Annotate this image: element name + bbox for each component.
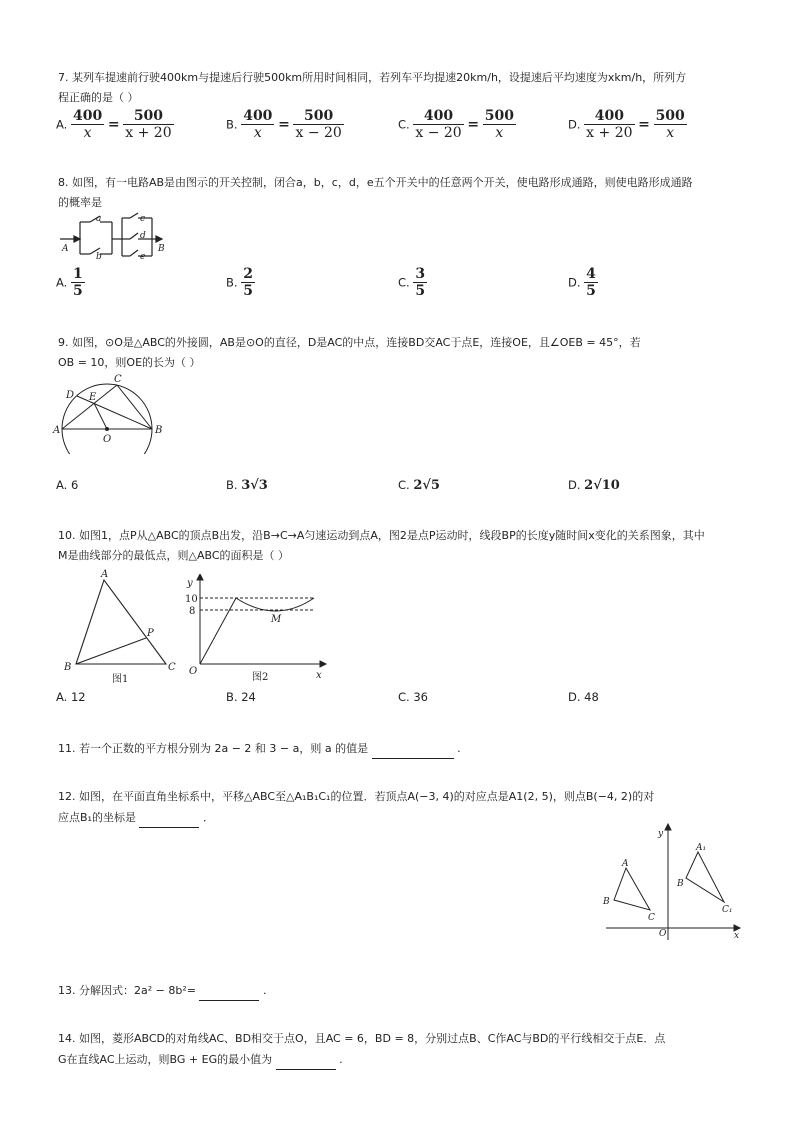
fraction-numerator: 500: [484, 108, 514, 124]
q8-circuit-diagram: [58, 212, 168, 260]
option-label: C.: [398, 478, 410, 492]
fraction-numerator: 400: [243, 108, 273, 124]
fraction-denominator: x: [654, 124, 687, 141]
option-value: 2√5: [413, 478, 440, 493]
option-label: D.: [568, 690, 581, 704]
q9-option-a[interactable]: [56, 478, 78, 492]
fraction-denominator: x: [483, 124, 516, 141]
fraction-denominator: x − 20: [295, 125, 342, 141]
option-label: C.: [398, 117, 410, 132]
option-value: 36: [413, 690, 428, 704]
option-value: 24: [241, 690, 256, 704]
switch-c-label: c: [140, 214, 146, 224]
q11-end: .: [457, 742, 461, 755]
fraction-denominator: 5: [586, 283, 596, 299]
q8-option-c[interactable]: [398, 266, 427, 299]
q7-option-b[interactable]: [226, 108, 344, 141]
q9-option-b[interactable]: [226, 478, 268, 493]
fraction-numerator: 400: [72, 108, 103, 124]
q12-stem-line2: 应点B₁的坐标是: [58, 811, 136, 824]
q8-option-a[interactable]: [56, 266, 85, 299]
option-value: 3√3: [241, 478, 268, 493]
fraction-numerator: 400: [423, 108, 454, 124]
q14-line2: [58, 1049, 758, 1070]
q9-circle-figure: [52, 372, 176, 454]
fraction-numerator: 4: [586, 266, 596, 282]
fig1-point-a: A: [101, 569, 109, 580]
q14-stem-line2: G在直线AC上运动，则BG + EG的最小值为: [58, 1053, 273, 1066]
option-label: B.: [226, 117, 238, 132]
fraction-numerator: 2: [243, 266, 253, 282]
q7-stem-line1: 7. 某列车提速前行驶400km与提速后行驶500km所用时间相同，若列车平均提速20km/h，设提速后平均速度为xkm/h，所列方: [58, 71, 687, 84]
option-label: B.: [226, 478, 238, 492]
option-value: 48: [584, 690, 599, 704]
switch-d-label: d: [140, 231, 146, 241]
q7-option-d[interactable]: [568, 108, 687, 141]
switch-e-label: e: [140, 252, 146, 260]
fraction-numerator: 500: [304, 108, 334, 124]
fig2-caption: 图2: [252, 672, 269, 683]
option-label: A.: [56, 275, 68, 290]
q12-point-b1: B: [677, 879, 684, 889]
option-label: D.: [568, 117, 581, 132]
fig1-caption: 图1: [112, 674, 129, 685]
option-label: C.: [398, 275, 410, 290]
fig2-tick-10: 10: [185, 594, 198, 605]
switch-b-label: b: [96, 252, 102, 260]
circuit-label-b-end: B: [158, 244, 165, 254]
q8-stem-line1: 8. 如图，有一电路AB是由图示的开关控制，闭合a，b，c，d，e五个开关中的任意两个开关，使电路形成通路，则使电路形成通路: [58, 176, 693, 189]
q11-line: [58, 738, 758, 759]
point-e-label: E: [89, 392, 97, 403]
q12-coordinate-figure: [600, 822, 746, 944]
fig2-axis-x: x: [316, 670, 322, 681]
q10-stem-line2: M是曲线部分的最低点，则△ABC的面积是（ ）: [58, 549, 290, 562]
q12-axis-y: y: [658, 829, 664, 839]
q12-point-a1: A₁: [696, 843, 707, 853]
q12-point-c1: C₁: [722, 905, 733, 915]
circuit-label-a-end: A: [62, 244, 69, 254]
q12-point-c: C: [648, 913, 655, 923]
q11-stem: 11. 若一个正数的平方根分别为 2a − 2 和 3 − a，则 a 的值是: [58, 742, 369, 755]
equals-sign: =: [107, 116, 120, 133]
point-a-label: A: [53, 425, 61, 436]
option-label: A.: [56, 478, 68, 492]
switch-a-label: a: [96, 214, 102, 224]
fig1-point-p: P: [147, 628, 154, 639]
fraction-numerator: 500: [655, 108, 685, 124]
fig2-axis-y: y: [187, 578, 193, 589]
q13-stem: 13. 分解因式：2a² − 8b²=: [58, 984, 196, 997]
option-value: 6: [70, 478, 79, 492]
q9-stem-line1: 9. 如图，⊙O是△ABC的外接圆，AB是⊙O的直径，D是AC的中点，连接BD交AC于点E，连接OE，且∠OEB = 45°，若: [58, 336, 641, 349]
q9-option-d[interactable]: [568, 478, 620, 493]
option-label: A.: [56, 690, 68, 704]
q10-stem-line1: 10. 如图1，点P从△ABC的顶点B出发，沿B→C→A匀速运动到点A，图2是点P运动时，线段BP的长度y随时间x变化的关系图象，其中: [58, 529, 705, 542]
fraction-denominator: x: [241, 124, 274, 141]
q12-answer-blank[interactable]: [139, 807, 199, 828]
fraction-denominator: 5: [415, 283, 426, 299]
q10-figure-1: [60, 566, 180, 686]
q12-end: ．: [202, 811, 214, 824]
fraction-numerator: 1: [72, 266, 83, 282]
q8-stem-line2: 的概率是: [58, 196, 102, 209]
q11-answer-blank[interactable]: [372, 738, 454, 759]
fraction-denominator: x − 20: [415, 125, 462, 141]
q14-stem-line1: 14. 如图，菱形ABCD的对角线AC、BD相交于点O，且AC = 6，BD = 8，分别过点B、C作AC与BD的平行线相交于点E．点: [58, 1032, 666, 1045]
fraction-numerator: 3: [415, 266, 426, 282]
option-label: B.: [226, 275, 238, 290]
equals-sign: =: [638, 116, 650, 133]
fraction-numerator: 500: [133, 108, 164, 124]
point-b-label: B: [155, 425, 163, 436]
equals-sign: =: [278, 116, 290, 133]
q14-answer-blank[interactable]: [276, 1049, 336, 1070]
fig2-tick-8: 8: [189, 606, 196, 617]
fig1-point-c: C: [168, 662, 176, 673]
q7-option-c[interactable]: [398, 108, 516, 141]
point-c-label: C: [114, 374, 122, 385]
equals-sign: =: [467, 116, 480, 133]
q12-point-b: B: [603, 897, 610, 907]
q12-axis-x: x: [734, 931, 740, 941]
fraction-denominator: 5: [72, 283, 83, 299]
fraction-denominator: 5: [243, 283, 253, 299]
fig2-origin: O: [189, 666, 198, 677]
q12-point-a: A: [622, 859, 629, 869]
q10-option-a[interactable]: [56, 690, 86, 704]
q13-answer-blank[interactable]: [199, 980, 259, 1001]
q10-option-c[interactable]: [398, 690, 428, 704]
option-label: A.: [56, 117, 68, 132]
q7-option-a[interactable]: [56, 108, 174, 141]
option-label: D.: [568, 478, 581, 492]
q13-end: .: [262, 984, 267, 997]
fraction-denominator: x: [71, 124, 104, 141]
q8-option-d[interactable]: [568, 266, 598, 299]
fraction-numerator: 400: [594, 108, 624, 124]
q14-end: .: [339, 1053, 343, 1066]
q7-stem-line2: 程正确的是（ ）: [58, 91, 139, 104]
option-label: C.: [398, 690, 410, 704]
option-label: B.: [226, 690, 238, 704]
fig2-point-m: M: [271, 614, 282, 625]
q10-figure-2: [184, 574, 330, 686]
q12-stem-line1: 12. 如图，在平面直角坐标系中，平移△ABC至△A₁B₁C₁的位置．若顶点A(−3, 4)的对应点是A1(2, 5)，则点B(−4, 2)的对: [58, 790, 655, 803]
point-o-label: O: [103, 434, 112, 445]
option-value: 12: [70, 690, 86, 704]
option-label: D.: [568, 275, 581, 290]
fraction-denominator: x + 20: [125, 125, 172, 141]
option-value: 2√10: [584, 478, 620, 493]
q9-option-c[interactable]: [398, 478, 440, 493]
q12-origin: O: [659, 929, 667, 939]
q9-stem-line2: OB = 10，则OE的长为（ ）: [58, 356, 201, 369]
q8-option-b[interactable]: [226, 266, 255, 299]
q10-option-b[interactable]: [226, 690, 256, 704]
q10-option-d[interactable]: [568, 690, 599, 704]
fraction-denominator: x + 20: [586, 125, 633, 141]
q13-line: [58, 980, 758, 1001]
fig1-point-b: B: [64, 662, 72, 673]
point-d-label: D: [66, 390, 75, 401]
